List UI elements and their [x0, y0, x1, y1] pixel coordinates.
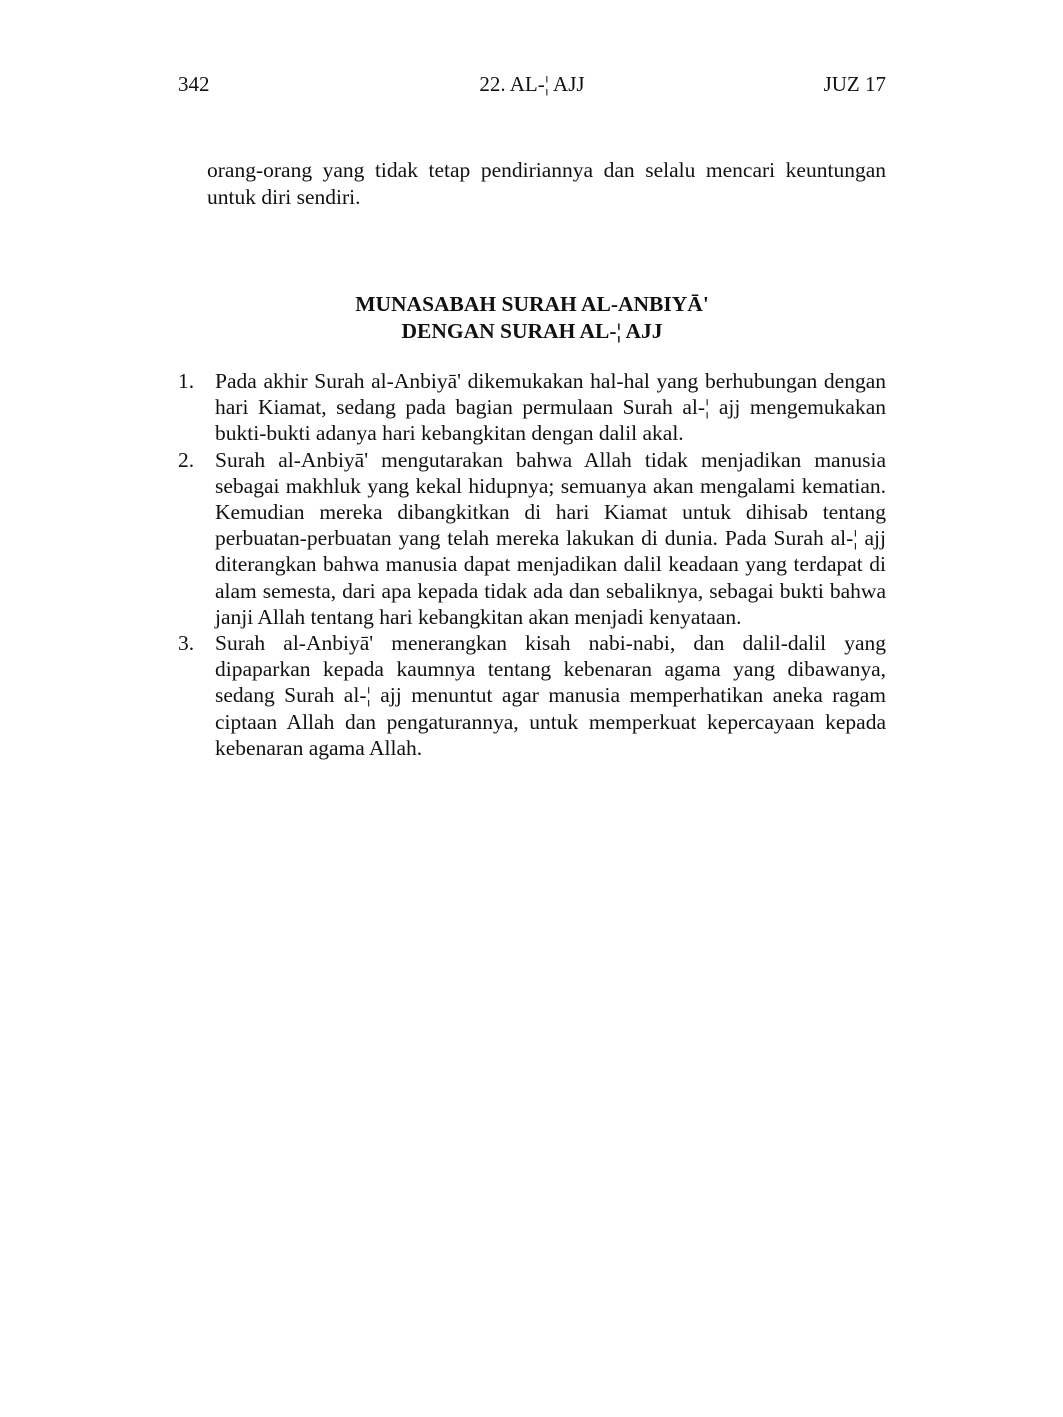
list-item-text: Surah al-Anbiyā' mengutarakan bahwa Allah tidak menjadikan manusia sebagai makhluk yang kekal hidupnya; semuanya akan mengalami kematian. Kemudian mereka dibangkitkan di hari Kiamat untuk dihisab tentang perbuatan-perbuatan yang telah mereka lakukan di dunia. Pada Surah al-¦ ajj diterangkan bahwa manusia dapat menjadikan dalil keadaan yang terdapat di alam semesta, dari apa kepada tidak ada dan sebaliknya, sebagai bukti bahwa janji Allah tentang hari kebangkitan akan menjadi kenyataan.: [215, 447, 886, 629]
list-item-number: 2.: [178, 447, 195, 472]
intro-paragraph: orang-orang yang tidak tetap pendiriannya dan selalu mencari keuntungan untuk diri sendiri.: [207, 158, 886, 209]
section-title-line-1: MUNASABAH SURAH AL-ANBIYĀ': [355, 292, 709, 316]
running-title-surah: 22. AL-¦ AJJ: [479, 72, 585, 96]
page-number: 342: [178, 72, 210, 96]
list-item-number: 1.: [178, 369, 195, 393]
section-title: [178, 291, 886, 345]
list-item-text: Surah al-Anbiyā' menerangkan kisah nabi-nabi, dan dalil-dalil yang dipaparkan kepada kaumnya tentang kebenaran agama yang dibawanya, sedang Surah al-¦ ajj menuntut agar manusia memperhatikan aneka ragam ciptaan Allah dan pengaturannya, untuk memperkuat kepercayaan kepada kebenaran agama Allah.: [215, 631, 886, 760]
list-item: [178, 630, 886, 761]
list-item: [178, 447, 886, 630]
list-item-text: Pada akhir Surah al-Anbiyā' dikemukakan hal-hal yang berhubungan dengan hari Kiamat, sedang pada bagian permulaan Surah al-¦ ajj mengemukakan bukti-bukti adanya hari kebangkitan dengan dalil akal.: [215, 369, 886, 446]
list-item-number: 3.: [178, 631, 195, 656]
page-header: [178, 72, 886, 102]
section-title-line-2: DENGAN SURAH AL-¦ AJJ: [401, 319, 663, 343]
munasabah-list: [178, 368, 886, 761]
list-item: [178, 368, 886, 447]
running-title-juz: JUZ 17: [823, 72, 886, 96]
